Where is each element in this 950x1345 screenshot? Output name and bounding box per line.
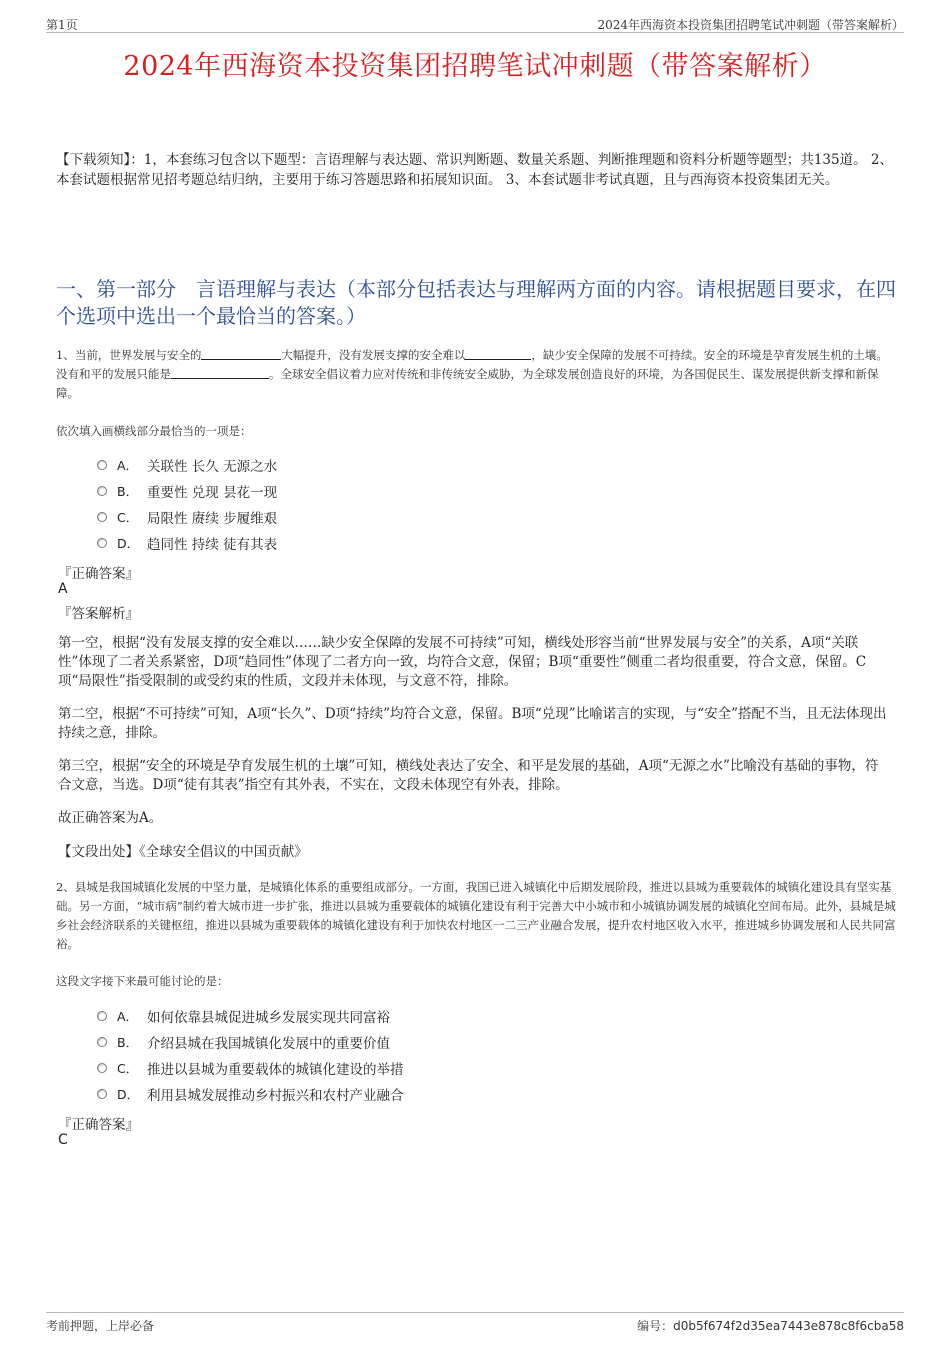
radio-button[interactable] — [97, 1011, 107, 1021]
q1-option-b[interactable]: B． 重要性 兑现 昙花一现 — [97, 481, 277, 501]
header-doc-title: 2024年西海资本投资集团招聘笔试冲刺题（带答案解析） — [597, 18, 904, 32]
radio-button[interactable] — [97, 538, 107, 548]
q1-correct-answer: A — [58, 581, 68, 597]
radio-button[interactable] — [97, 1037, 107, 1047]
fill-blank-3 — [171, 366, 269, 379]
radio-button[interactable] — [97, 1089, 107, 1099]
q2-option-b[interactable]: B． 介绍县城在我国城镇化发展中的重要价值 — [97, 1032, 390, 1052]
page-footer — [46, 1312, 904, 1335]
radio-button[interactable] — [97, 512, 107, 522]
radio-button[interactable] — [97, 486, 107, 496]
q1-option-c[interactable]: C． 局限性 赓续 步履维艰 — [97, 507, 277, 527]
q1-source: 【文段出处】《全球安全倡议的中国贡献》 — [58, 844, 308, 860]
page-number: 第1页 — [46, 18, 78, 32]
q1-analysis-paragraph-3: 第三空，根据“安全的环境是孕育发展生机的土壤”可知，横线处表达了安全、和平是发展的基础，A项“无源之水”比喻没有基础的事物，符合文意，当选。D项“徒有其表”指空有其外表，不实在，文段未体现空有外表，排除。 — [58, 758, 879, 793]
question-2-stem: 2、县城是我国城镇化发展的中坚力量，是城镇化体系的重要组成部分。一方面，我国已进入城镇化中后期发展阶段，推进以县城为重要载体的城镇化建设具有坚实基础。另一方面，“城市病”制约着大城市进一步扩张，推进以县城为重要载体的城镇化建设有利于完善大中小城市和小城镇协调发展的城镇化空间布局。此外，县城是城乡社会经济联系的关键枢纽，推进以县城为重要载体的城镇化建设有利于加快农村地区一二三产业融合发展，提升农村地区收入水平，推进城乡协调发展和人民共同富裕。 — [56, 880, 896, 951]
q2-option-d[interactable]: D． 利用县城发展推动乡村振兴和农村产业融合 — [97, 1084, 404, 1104]
page-header — [46, 14, 904, 33]
question-1-prompt: 依次填入画横线部分最恰当的一项是： — [56, 424, 252, 438]
radio-button[interactable] — [97, 1063, 107, 1073]
footer-code: 编号：d0b5f674f2d35ea7443e878c8f6cba58 — [637, 1319, 904, 1333]
fill-blank-2 — [465, 347, 531, 360]
q1-option-d[interactable]: D． 趋同性 持续 徒有其表 — [97, 533, 277, 553]
q2-correct-answer: C — [58, 1132, 68, 1148]
radio-button[interactable] — [97, 460, 107, 470]
section-heading: 一、第一部分 言语理解与表达（本部分包括表达与理解两方面的内容。请根据题目要求，在四个选项中选出一个最恰当的答案。） — [56, 277, 896, 328]
q1-analysis-label: 『答案解析』 — [58, 606, 139, 622]
q2-option-c[interactable]: C． 推进以县城为重要载体的城镇化建设的举措 — [97, 1058, 404, 1078]
q1-option-a[interactable]: A． 关联性 长久 无源之水 — [97, 455, 277, 475]
q2-option-a[interactable]: A． 如何依靠县城促进城乡发展实现共同富裕 — [97, 1006, 390, 1026]
q1-analysis-conclusion: 故正确答案为A。 — [58, 810, 163, 826]
footer-slogan: 考前押题，上岸必备 — [46, 1319, 155, 1333]
fill-blank-1 — [201, 347, 281, 360]
q1-correct-answer-label: 『正确答案』 — [58, 566, 139, 582]
q1-analysis-paragraph-2: 第二空，根据“不可持续”可知，A项“长久”、D项“持续”均符合文意，保留。B项“兑现”比喻诺言的实现，与“安全”搭配不当，且无法体现出持续之意，排除。 — [58, 706, 887, 741]
q1-analysis-paragraph-1: 第一空，根据“没有发展支撑的安全难以……缺少安全保障的发展不可持续”可知，横线处形容当前“世界发展与安全”的关系，A项“关联性”体现了二者关系紧密，D项“趋同性”体现了二者方向一致，均符合文意，保留；B项“重要性”侧重二者均很重要，符合文意，保留。C项“局限性”指受限制的或受约束的性质，文段并未体现，与文意不符，排除。 — [58, 635, 867, 689]
document-title: 2024年西海资本投资集团招聘笔试冲刺题（带答案解析） — [123, 51, 827, 82]
question-2-prompt: 这段文字接下来最可能讨论的是： — [56, 974, 229, 988]
question-1-stem: 1、当前，世界发展与安全的 大幅提升，没有发展支撑的安全难以 ，缺少安全保障的发展不可持续。安全的环境是孕育发展生机的土壤。没有和平的发展只能是 。全球安全倡议着力应对传统和非传统安全威胁，为全球发展创造良好的环境，为各国促民生、谋发展提供新支撑和新保障。 — [56, 348, 888, 400]
download-notice: 【下载须知】：1，本套练习包含以下题型：言语理解与表达题、常识判断题、数量关系题、判断推理题和资料分析题等题型；共135道。 2、本套试题根据常见招考题总结归纳，主要用于练习答题思路和拓展知识面。 3、本套试题非考试真题，且与西海资本投资集团无关。 — [56, 152, 893, 188]
q2-correct-answer-label: 『正确答案』 — [58, 1117, 139, 1133]
